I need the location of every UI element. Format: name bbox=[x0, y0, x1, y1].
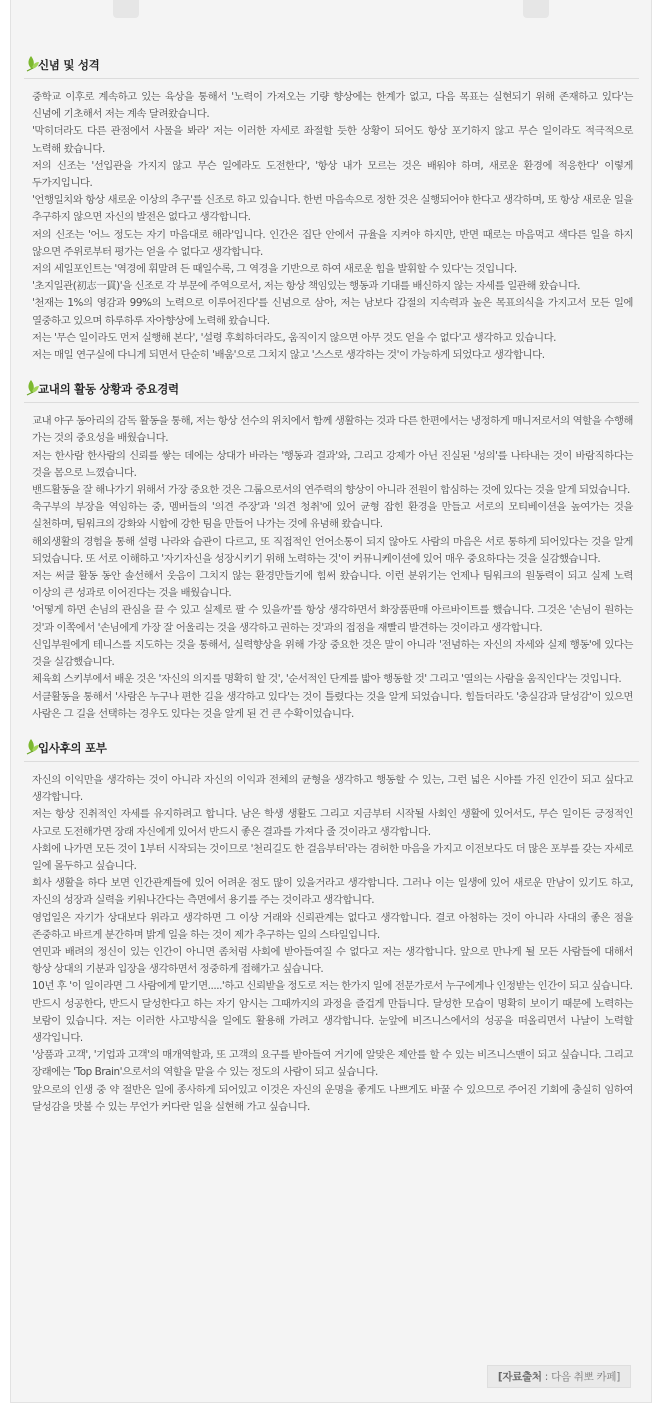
paragraph: '상품과 고객', '기업과 고객'의 매개역할과, 또 고객의 요구를 받아들여 거기에 알맞은 제안를 할 수 있는 비즈니스맨이 되고 싶습니다. 그리고 장래에는 'Top Brain'으로서의 역할을 맡을 수 있는 정도의 사람이 되고 싶습니다. bbox=[32, 1049, 633, 1079]
paragraph: '천재는 1%의 영감과 99%의 노력으로 이루어진다'를 신념으로 삼아, 저는 남보다 갑절의 지속력과 높은 목표의식을 가지고서 모든 일에 열중하고 있으며 하루하루 자아향상에 노력해 왔습니다. bbox=[32, 297, 633, 327]
paragraph: 저의 신조는 '어느 정도는 자기 마음대로 해라'입니다. 인간은 집단 안에서 규율을 지켜야 하지만, 반면 때로는 마음먹고 색다른 일을 하지 않으면 주위로부터 평가는 얻을 수 없다고 생각합니다. bbox=[32, 228, 633, 258]
paragraph: '어떻게 하면 손님의 관심을 끌 수 있고 실제로 팔 수 있을까'를 항상 생각하면서 화장품판매 아르바이트를 했습니다. 그것은 '손님이 원하는 것'과 이쪽에서 '손님에게 가장 잘 어울리는 것을 생각하고 권하는 것'과의 접점을 재빨리 발견하는 것이라고 생각합니다. bbox=[32, 604, 633, 634]
section-aspirations bbox=[24, 735, 639, 1116]
section-header bbox=[24, 735, 639, 762]
paragraph: 사회에 나가면 모든 것이 1부터 시작되는 것이므로 '천리길도 한 걸음부터'라는 겸허한 마음을 가지고 이전보다도 더 많은 포부를 갖는 자세로 일에 몰두하고 싶습니다. bbox=[32, 842, 633, 872]
paragraph: 서클활동을 통해서 '사람은 누구나 편한 길을 생각하고 있다'는 것이 틀렸다는 것을 알게 되었습니다. 힘들더라도 '충실감과 달성감'이 있으면 사람은 그 길을 선택하는 경우도 있다는 것을 알게 된 건 큰 수확이었습니다. bbox=[32, 690, 633, 720]
paragraph: '언행일치와 항상 새로운 이상의 추구'를 신조로 하고 있습니다. 한번 마음속으로 정한 것은 실행되어야 한다고 생각하며, 또 항상 새로운 일을 추구하지 않으면 자신의 발전은 없다고 생각합니다. bbox=[32, 194, 633, 224]
section-title: 입사후의 포부 bbox=[38, 740, 107, 755]
paragraph: 저는 한사람 한사람의 신뢰를 쌓는 데에는 상대가 바라는 '행동과 결과'와, 그리고 강제가 아닌 진실된 '성의'를 나타내는 것이 바람직하다는 것을 몸으로 느꼈습니다. bbox=[32, 449, 633, 479]
source-credit bbox=[487, 1365, 631, 1388]
paragraph: 회사 생활을 하다 보면 인간관계들에 있어 어려운 점도 많이 있을거라고 생각합니다. 그러나 이는 일생에 있어 새로운 만남이 있기도 하고, 자신의 성장과 실력을 키워나간다는 측면에서 용기를 주는 것이라고 생각합니다. bbox=[32, 877, 633, 907]
document-content bbox=[24, 52, 639, 1128]
section-body bbox=[24, 772, 639, 1116]
paragraph: 영업일은 자기가 상대보다 위라고 생각하면 그 이상 거래와 신뢰관계는 없다고 생각합니다. 결코 아첨하는 것이 아니라 사대의 좋은 점을 존중하고 바르게 분간하며 밝게 일을 하는 것이 제가 추구하는 일의 스타일입니다. bbox=[32, 911, 633, 941]
paragraph: 저는 '무슨 일이라도 먼저 실행해 본다', '설령 후회하더라도, 움직이지 않으면 아무 것도 얻을 수 없다'고 생각하고 있습니다. bbox=[32, 331, 557, 344]
paragraph: 자신의 이익만을 생각하는 것이 아니라 자신의 이익과 전체의 균형을 생각하고 행동할 수 있는, 그런 넓은 시야를 가진 인간이 되고 싶다고 생각합니다. bbox=[32, 773, 633, 804]
paragraph: 밴드활동을 잘 해나가기 위해서 가장 중요한 것은 그룹으로서의 연주력의 향상이 아니라 전원이 합심하는 것에 있다는 것을 알게 되었습니다. bbox=[32, 484, 630, 497]
leaf-icon bbox=[24, 52, 42, 72]
paragraph: 앞으로의 인생 중 약 절반은 일에 종사하게 되어있고 이것은 자신의 운명을 좋게도 나쁘게도 바꿀 수 있으므로 주어진 기회에 충실히 임하여 달성감을 맛볼 수 있는 무언가 커다란 일을 실현해 가고 싶습니다. bbox=[32, 1083, 633, 1113]
paragraph: 축구부의 부장을 역임하는 중, 멤버들의 '의견 주장'과 '의견 청취'에 있어 균형 잡힌 환경을 만들고 서로의 모티베이션을 높여가는 것을 실천하며, 팀워크의 강화와 시합에 강한 팀을 만들어 나가는 것에 유념해 왔습니다. bbox=[32, 501, 633, 531]
clip-tab-left bbox=[113, 0, 139, 18]
clip-tab-right bbox=[523, 0, 549, 18]
paragraph: 저는 항상 진취적인 자세를 유지하려고 합니다. 남은 학생 생활도 그리고 지금부터 시작될 사회인 생활에 있어서도, 무슨 일이든 긍정적인 사고로 도전해가면 장래 자신에게 있어서 반드시 좋은 결과를 가져다 줄 것이라고 생각합니다. bbox=[32, 808, 633, 838]
paragraph: 반드시 성공한다, 반드시 달성한다고 하는 자기 암시는 그때까지의 과정을 즐겁게 만듭니다. 달성한 모습이 명확히 보이기 때문에 노력하는 보람이 있습니다. 저는 이러한 사고방식을 일에도 활용해 가려고 생각합니다. 눈앞에 비즈니스에서의 성공을 떠올리면서 나날이 노력할 생각입니다. bbox=[32, 997, 633, 1044]
paragraph: 해외생활의 경험을 통해 설령 나라와 습관이 다르고, 또 직접적인 언어소통이 되지 않아도 사람의 마음은 서로 통하게 되어있다는 것을 알게 되었습니다. 또 서로 이해하고 '자기자신을 성장시키기 위해 노력하는 것'이 커뮤니케이션에 있어 매우 중요하다는 것을 실감했습니다. bbox=[32, 535, 633, 565]
paragraph: 10년 후 '이 일이라면 그 사람에게 맡기면.....'하고 신뢰받을 정도로 저는 한가지 일에 전문가로서 누구에게나 인정받는 인간이 되고 싶습니다. bbox=[32, 980, 633, 993]
section-beliefs bbox=[24, 52, 639, 364]
section-header bbox=[24, 376, 639, 403]
section-title: 신념 및 성격 bbox=[38, 58, 100, 72]
section-body bbox=[24, 413, 639, 723]
paragraph: 연민과 배려의 정신이 있는 인간이 아니면 좀처럼 사회에 받아들여질 수 없다고 저는 생각합니다. 앞으로 만나게 될 모든 사람들에 대해서 항상 상대의 기분과 입장을 생각하면서 정중하게 접해가고 싶습니다. bbox=[32, 945, 633, 976]
section-header bbox=[24, 52, 639, 79]
paragraph: 교내 야구 동아리의 감독 활동을 통해, 저는 항상 선수의 위치에서 함께 생활하는 것과 다른 한편에서는 냉정하게 매니저로서의 역할을 수행해 가는 것의 중요성을 배웠습니다. bbox=[32, 415, 633, 445]
paragraph: '막히더라도 다른 관점에서 사물을 봐라' 저는 이러한 자세로 좌절할 듯한 상황이 되어도 항상 포기하지 않고 무슨 일이라도 적극적으로 노력해 왔습니다. bbox=[32, 125, 633, 155]
paragraph: 저의 세일포인트는 '역경에 휘말려 든 때일수록, 그 역경을 기반으로 하여 새로운 힘을 발휘할 수 있다'는 것입니다. bbox=[32, 263, 517, 276]
source-text: : 다음 취뽀 카페] bbox=[541, 1371, 620, 1383]
paragraph: 저의 신조는 '선입관을 가지지 않고 무슨 일에라도 도전한다', '항상 내가 모르는 것은 배워야 하며, 새로운 환경에 적응한다' 이렇게 두가지입니다. bbox=[32, 159, 633, 190]
paragraph: 저는 써클 활동 동안 솔선해서 웃음이 그치지 않는 환경만들기에 힘써 왔습니다. 이런 분위기는 언제나 팀워크의 원동력이 되고 실제 노력 이상의 큰 성과로 이어진다는 것을 배웠습니다. bbox=[32, 570, 633, 600]
leaf-icon bbox=[24, 735, 42, 755]
section-activities bbox=[24, 376, 639, 723]
paragraph: 중학교 이후로 계속하고 있는 육상을 통해서 '노력이 가져오는 기량 향상에는 한계가 없고, 다음 목표는 실현되기 위해 존재하고 있다'는 신념에 기초해서 저는 계속 달려왔습니다. bbox=[32, 91, 633, 121]
section-body bbox=[24, 89, 639, 364]
paragraph: 체육회 스키부에서 배운 것은 '자신의 의지를 명확히 할 것', '순서적인 단계를 밟아 행동할 것' 그리고 '열의는 사람을 움직인다'는 것입니다. bbox=[32, 673, 622, 686]
paragraph: '초지일관(初志一貫)'을 신조로 각 부문에 주역으로서, 저는 항상 책임있는 행동과 기대를 배신하지 않는 자세를 일관해 왔습니다. bbox=[32, 280, 581, 293]
source-label: [자료출처 bbox=[497, 1371, 542, 1383]
section-title: 교내의 활동 상황과 중요경력 bbox=[38, 382, 179, 397]
document-card bbox=[10, 0, 652, 1403]
paragraph: 신입부원에게 테니스를 지도하는 것을 통해서, 실력향상을 위해 가장 중요한 것은 말이 아니라 '전념하는 자신의 자세와 실제 행동'에 있다는 것을 실감했습니다. bbox=[32, 638, 633, 669]
leaf-icon bbox=[24, 376, 42, 396]
paragraph: 저는 매일 연구실에 다니게 되면서 단순히 '배움'으로 그치지 않고 '스스로 생각하는 것'이 가능하게 되었다고 생각합니다. bbox=[32, 349, 545, 362]
